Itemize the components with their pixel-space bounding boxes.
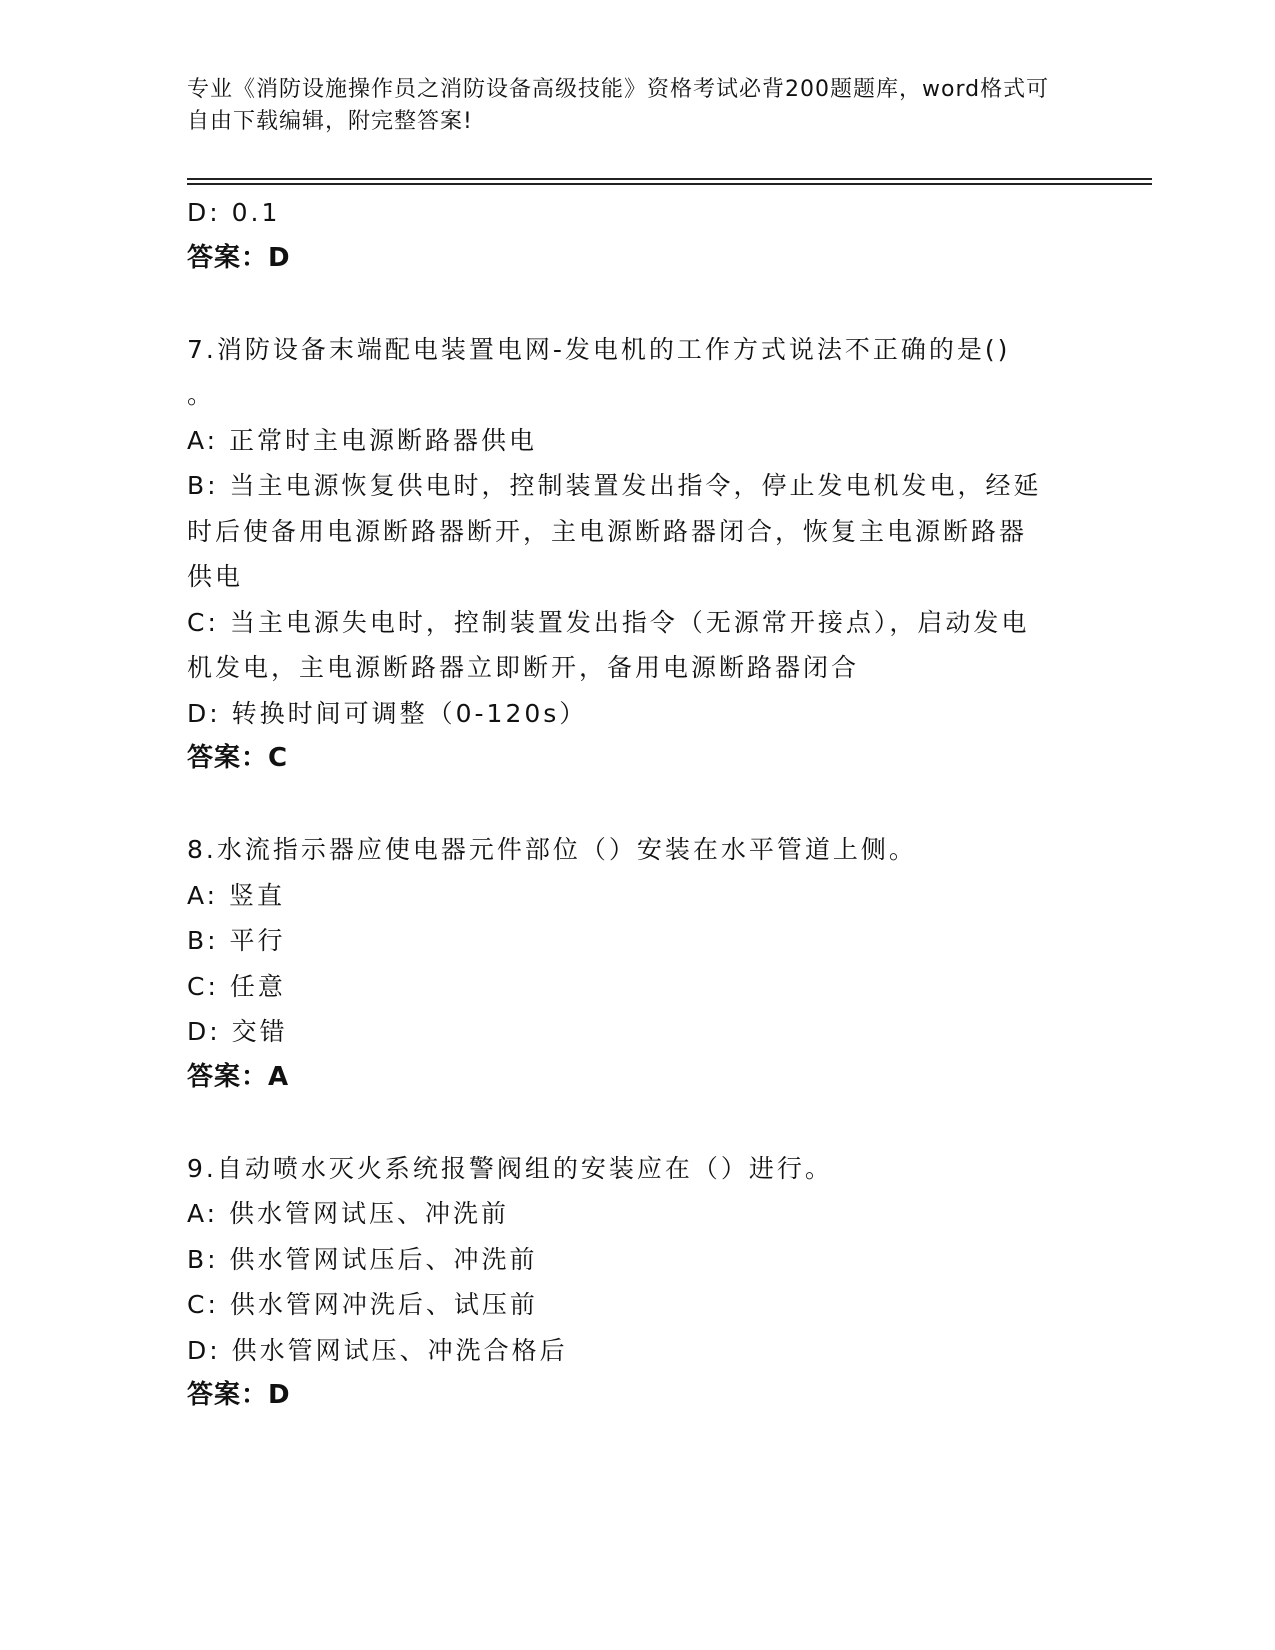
- question-block: [187, 1146, 1087, 1419]
- header-rule-top: [187, 178, 1152, 180]
- option-c-continued: 机发电，主电源断路器立即断开，备用电源断路器闭合: [187, 653, 860, 682]
- answer-line: 答案：D: [187, 1380, 291, 1410]
- option-b-continued: 时后使备用电源断路器断开，主电源断路器闭合，恢复主电源断路器: [187, 516, 1028, 546]
- option-b-continued: 供电: [187, 562, 244, 591]
- answer-line: 答案：D: [187, 242, 291, 273]
- question-stem: 8.水流指示器应使电器元件部位（）安装在水平管道上侧。: [187, 835, 917, 864]
- option-c: C: 供水管网冲洗后、试压前: [187, 1290, 538, 1319]
- answer-line: 答案：A: [187, 1061, 290, 1092]
- question-stem-continued: 。: [187, 380, 216, 409]
- spacer: [187, 281, 1087, 327]
- option-c: C: 任意: [187, 971, 286, 1001]
- option-d: D: 0.1: [187, 198, 281, 227]
- question-content: [187, 190, 1087, 1419]
- option-a: A: 竖直: [187, 880, 286, 910]
- header-rule-bottom: [187, 183, 1152, 185]
- question-block: [187, 327, 1087, 782]
- question-block: [187, 827, 1087, 1100]
- spacer: [187, 782, 1087, 828]
- question-stem: 7.消防设备末端配电装置电网-发电机的工作方式说法不正确的是(): [187, 334, 1011, 364]
- question-stem: 9.自动喷水灭火系统报警阀组的安装应在（）进行。: [187, 1153, 833, 1183]
- option-a: A: 供水管网试压、冲洗前: [187, 1199, 510, 1228]
- option-b: B: 平行: [187, 926, 286, 955]
- option-b: B: 当主电源恢复供电时，控制装置发出指令，停止发电机发电，经延: [187, 471, 1042, 500]
- option-a: A: 正常时主电源断路器供电: [187, 425, 538, 455]
- answer-line: 答案：C: [187, 743, 289, 773]
- option-d: D: 交错: [187, 1017, 288, 1046]
- document-header: 专业《消防设施操作员之消防设备高级技能》资格考试必背200题题库，word格式可自由下载编辑，附完整答案!: [187, 77, 1050, 134]
- option-b: B: 供水管网试压后、冲洗前: [187, 1244, 538, 1274]
- option-d: D: 转换时间可调整（0-120s）: [187, 698, 588, 728]
- option-d: D: 供水管网试压、冲洗合格后: [187, 1335, 568, 1365]
- spacer: [187, 1100, 1087, 1146]
- option-c: C: 当主电源失电时，控制装置发出指令（无源常开接点），启动发电: [187, 607, 1030, 637]
